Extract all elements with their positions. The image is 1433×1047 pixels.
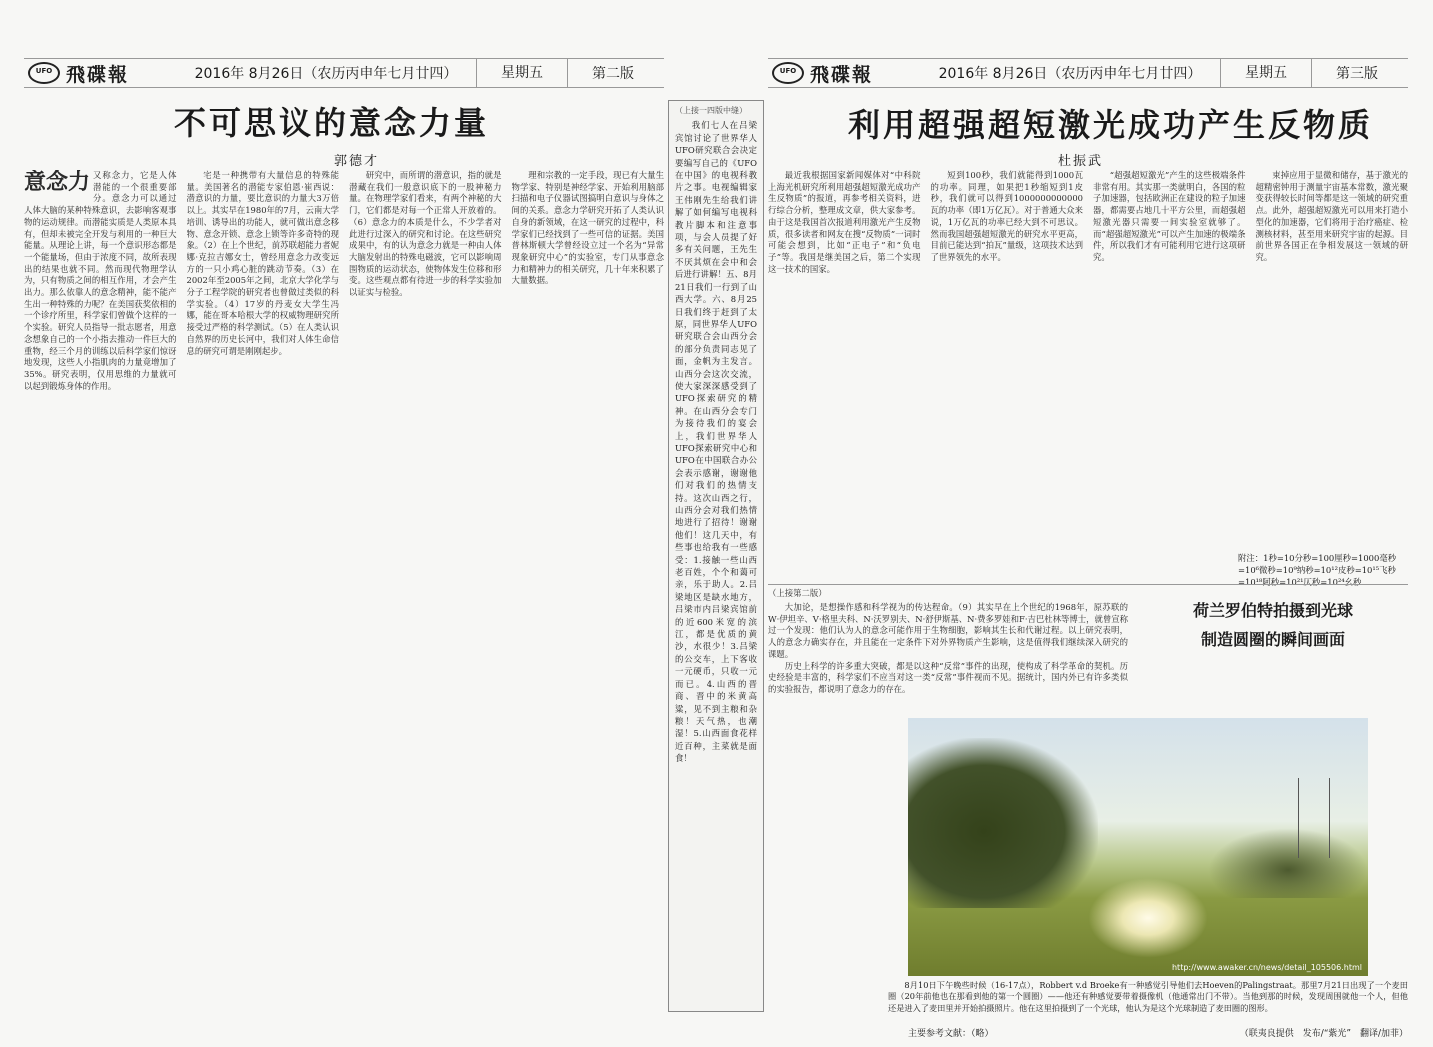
article-byline: 郭德才: [334, 154, 380, 169]
continued-tag: （上接第二版）: [768, 588, 827, 598]
newspaper-brand: 飛碟報: [810, 63, 874, 86]
ufo-logo-icon: UFO: [28, 62, 60, 84]
photo-story-title: [1138, 588, 1408, 718]
sidebar-text: 我们七人在吕梁宾馆讨论了世界华人UFO研究联合会决定要编写自己的《UFO在中国》的电视科教片之事。电视编辑家王伟刚先生给我们讲解了如何编写电视科教片脚本和注意事项，与会人员提了好多有关问题，王先生不厌其烦在会中和会后进行讲解！五、8月21日我们一行到了山西大学。六、8月25日我们终于赶到了太原，同世界华人UFO研究联合会山西分会的部分负责同志见了面，金帆为主发言。山西分会这次交流，使大家深深感受到了UFO探索研究的精神。在山西分会专门为接待我们的宴会上，我们世界华人UFO探索研究中心和UFO在中国联合办公会表示感谢，谢谢他们对我们的热情支持。这次山西之行，山西分会对我们热情地进行了招待！谢谢他们！这几天中，有些事也给我有一些感受：1.接触一些山西老百姓，个个和蔼可亲，乐于助人。2.吕梁地区是缺水地方，吕梁市内吕梁宾馆前的近600米宽的滨江，都是优质的黄沙，水很少！3.吕梁的公交车，上下客收一元硬币，只收一元而已。4.山西的晋商、晋中的米黄高粱，见不到主粮和杂粮！天气热，也潮湿！5.山西面食花样近百种，主菜就是面食！: [675, 120, 757, 764]
column-text: 历史上科学的许多重大突破，都是以这种“反常”事件的出现，使构成了科学革命的契机。历史经验是丰富的，科学家们不应当对这一类“反常”事件视而不见。据统计，国内外已有许多类似的实验报告，都说明了意念力的存在。: [768, 660, 1128, 694]
photo-credit: （联夷良提供 发布/“紫光” 翻译/加菲）: [1239, 1029, 1408, 1039]
masthead-left: [24, 58, 664, 88]
gutter-sidebar: [668, 100, 764, 1012]
sidebar-continued-tag: （上接一四版中缝）: [675, 106, 747, 115]
article-column: [1093, 170, 1246, 588]
page-two: [24, 58, 664, 1038]
page-three: [768, 58, 1408, 1038]
photo-light-orb: [1088, 878, 1208, 958]
article-byline: 杜振武: [1058, 154, 1104, 169]
column-text: 研究中，而所谓的潜意识，指的就是潜藏在我们一般意识底下的一股神秘力量。在物理学家们看来，有两个神秘的大门，它们都是对每一个正常人开放着的。（6）意念力的本质是什么，不少学者对此进行过深入的研究和讨论。在这些研究成果中，有的认为意念力就是一种由人体大脑发射出的特殊电磁波，它可以影响周围物质的运动状态，使物体发生位移和形变。这些观点都有待进一步的科学实验加以证实与检验。: [349, 170, 502, 298]
dropcap: 意念力: [24, 170, 91, 195]
ufo-logo-icon: UFO: [772, 62, 804, 84]
masthead-right: [768, 58, 1408, 88]
article-headline: 利用超强超短激光成功产生反物质: [848, 106, 1374, 144]
photo-power-pylon: [1298, 778, 1330, 858]
issue-date: 2016年 8月26日（农历丙申年七月廿四）: [938, 66, 1202, 82]
photo-source-url: http://www.awaker.cn/news/detail_105506.html: [1171, 963, 1362, 972]
caption-text: 8月10日下午晚些时候（16-17点），Robbert v.d Broeke有一种感觉引导他们去Hoeven的Palingstraat。那里7月21日出现了一个麦田圈（20年前他也在那看到他的第一个圆圈）——他还有种感觉要带着摄像机（他通常出门不带）。当他到那的时候，发现周围就他一个人，但他还是进入了麦田里并开始拍摄照片。他在这里拍摄到了一个光球，他认为是这个光球制造了麦田圈的图形。: [888, 980, 1408, 1013]
photo-trees: [908, 738, 1098, 908]
issue-weekday: 星期五: [1220, 59, 1312, 87]
crop-field-photo: [908, 718, 1368, 976]
column-text: 最近我根据国家新闻媒体对“中科院上海光机研究所利用超强超短激光成功产生反物质”的报道，再参考相关资料，进行综合分析，整理成文章，供大家参考。由于这是我国首次报道利用激光产生反物质，很多读者和网友在搜“反物质”一词时可能会想到，比如“正电子”和“负电子”等。我国是继美国之后，第二个实现这一技术的国家。: [768, 170, 921, 274]
article-column: [1256, 170, 1409, 588]
article-column: [512, 170, 665, 1038]
photo-story-title-line2: 制造圆圈的瞬间画面: [1200, 630, 1345, 649]
references-note: 主要参考文献：（略）: [908, 1029, 994, 1039]
article-column: [931, 170, 1084, 588]
column-text: 宅是一种携带有大量信息的特殊能量。美国著名的潜能专家伯恩·崔西说：潜意识的力量，要比意识的力量大3万倍以上。其实早在1980年的7月，云南大学培训、诱导出的功能人，就可做出意念移物、意念开锁、意念上锁等许多奇特的现象。（2）在上个世纪，前苏联超能力者妮娜·克拉吉娜女士，曾经用意念力改变远方的一只小鸡心脏的跳动节奏。（3）在2002年至2005年之间，北京大学化学与分子工程学院的研究者也曾做过类似的科学实验。（4）17岁的丹麦女大学生冯娜，能在哥本哈根大学的权威物理研究所接受过严格的科学测试。（5）在人类认识自然界的历史长河中，我们对人体生命信息的研究可谓是刚刚起步。: [186, 170, 339, 356]
edition-label: 第二版: [592, 66, 634, 82]
article-body: [24, 170, 664, 1038]
article-column: [24, 170, 177, 1038]
column-text: 大加论，是想操作感和科学视为的传达程命。（9）其实早在上个世纪的1968年，原苏联的W·伊坦辛、V·格里夫科、N·沃罗别夫、N·舒伊斯基、N·费多罗娃和F·吉巴杜林等博士，就曾宣称过一个发现：他们认为人的意念可能作用于生物细胞，影响其生长和代谢过程。以上研究表明，人的意念力确实存在，并且能在一定条件下对外界物质产生影响，这是值得我们继续深入研究的课题。: [768, 602, 1128, 659]
column-text: 短到100秒，我们就能得到1000瓦的功率。同理，如果把1秒缩短到1皮秒，我们就可以得到1000000000000瓦的功率（即1万亿瓦）。对于普通大众来说，1万亿瓦的功率已经大到不可思议。然而我国超强超短激光的研究水平更高，目前已能达到“拍瓦”量级，这项技术达到了世界领先的水平。: [930, 170, 1083, 262]
edition-label: 第三版: [1336, 66, 1378, 82]
article-headline: 不可思议的意念力量: [174, 104, 490, 142]
unit-footnote: 附注：1秒=10分秒=100厘秒=1000毫秒=10⁶微秒=10⁹纳秒=10¹²皮秒=10¹⁵飞秒=10¹⁸阿秒=10²¹仄秒=10²⁴幺秒: [1238, 553, 1397, 587]
article-column: [768, 170, 921, 588]
newspaper-brand: 飛碟報: [66, 63, 130, 86]
column-text: 又称念力，它是人体潜能的一个很重要部分。意念力可以通过人体大脑的某种特殊意识，去影响客观事物的运动规律。而潜能实质是人类原本具有，但却未被完全开发与利用的一种巨大能量。从理论上讲，每一个意识形态都是一个能量场，但由于浓度不同，故所表现出的结果也就不同。然而现代物理学认为，只有物质之间的相互作用，才会产生出力。那么依靠人的意念精神，能不能产生出一种特殊的力呢？在美国获奖依相的一个诊疗所里，科学家们曾做个这样的一个实验。研究人员指导一批志愿者，用意念想象自己的一个小指去推动一件巨大的重物，经三个月的训练以后科学家们惊讶地发现，这些人小指肌肉的力量竟增加了35%。研究表明，仅用思维的力量就可以起到锻炼身体的作用。: [24, 170, 177, 391]
article-column: [349, 170, 502, 1038]
issue-weekday: 星期五: [476, 59, 568, 87]
section-divider: [768, 584, 1408, 585]
photo-story-title-line1: 荷兰罗伯特拍摄到光球: [1192, 601, 1353, 620]
column-text: 理和宗教的一定手段，现已有大量生物学家、特别是神经学家、开始利用脑部扫描和电子仪器试图搞明白意识与身体之间的关系。意念力学研究开拓了人类认识自身的新领域，在这一研究的过程中，科学家们已经找到了一些可信的证据。美国普林斯顿大学曾经设立过一个名为“异常现象研究中心”的实验室，专门从事意念力和精神力的相关研究，几十年来积累了大量数据。: [511, 170, 664, 286]
photo-trees: [1208, 828, 1368, 898]
issue-date: 2016年 8月26日（农历丙申年七月廿四）: [194, 66, 458, 82]
article-body-top: [768, 170, 1408, 588]
article-column: [187, 170, 340, 1038]
column-text: 束掉应用于显微和储存，基于激光的超精密钟用于测量宇宙基本常数，激光聚变获得较长时间等都是这一领域的研究重点。此外，超强超短激光可以用来打造小型化的加速器，它们将用于治疗癌症、检测核材料，甚至用来研究宇宙的起源。目前世界各国正在争相发展这一领域的研究。: [1255, 170, 1408, 262]
column-text: “超强超短激光”产生的这些极端条件非常有用。其实那一类就明白，各国的粒子加速器，包括欧洲正在建设的粒子加速器，都需要占地几十平方公里，而超强超短激光器只需要一间实验室就够了。而“超强超短激光”可以产生加速的极端条件，所以我们才有可能利用它进行这项研究。: [1093, 170, 1246, 262]
